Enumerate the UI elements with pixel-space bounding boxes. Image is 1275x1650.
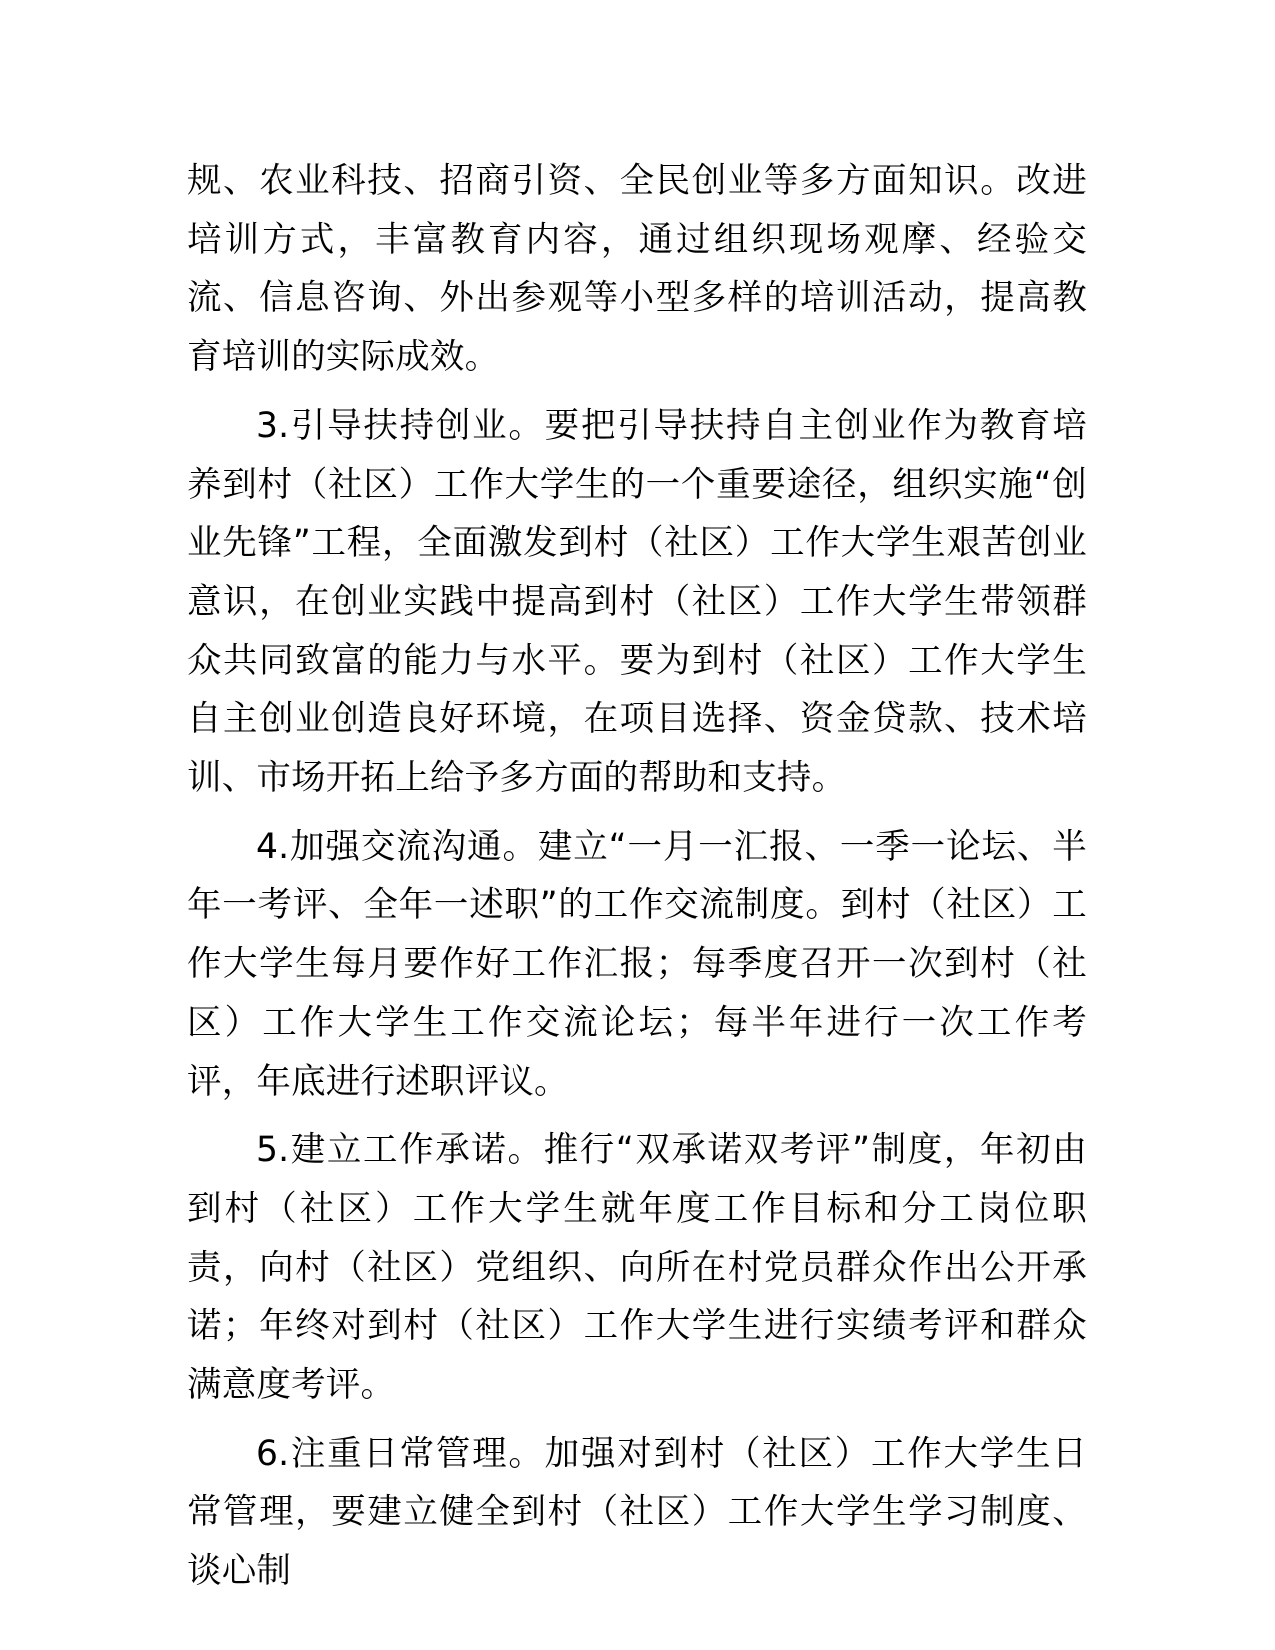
paragraph-support-entrepreneurship: 3.引导扶持创业。要把引导扶持自主创业作为教育培养到村（社区）工作大学生的一个重要途径，组织实施“创业先锋”工程，全面激发到村（社区）工作大学生艰苦创业意识，在创业实践中提高到村（社区）工作大学生带领群众共同致富的能力与水平。要为到村（社区）工作大学生自主创业创造良好环境，在项目选择、资金贷款、技术培训、市场开拓上给予多方面的帮助和支持。 — [187, 405, 1087, 799]
paragraph-work-commitment: 5.建立工作承诺。推行“双承诺双考评”制度，年初由到村（社区）工作大学生就年度工作目标和分工岗位职责，向村（社区）党组织、向所在村党员群众作出公开承诺；年终对到村（社区）工作大学生进行实绩考评和群众满意度考评。 — [187, 1130, 1087, 1406]
paragraph-daily-management: 6.注重日常管理。加强对到村（社区）工作大学生日常管理，要建立健全到村（社区）工作大学生学习制度、谈心制 — [187, 1433, 1087, 1592]
document-body — [187, 152, 1087, 1601]
paragraph-communication: 4.加强交流沟通。建立“一月一汇报、一季一论坛、半年一考评、全年一述职”的工作交流制度。到村（社区）工作大学生每月要作好工作汇报；每季度召开一次到村（社区）工作大学生工作交流论坛；每半年进行一次工作考评，年底进行述职评议。 — [187, 826, 1087, 1102]
paragraph-training-methods: 规、农业科技、招商引资、全民创业等多方面知识。改进培训方式，丰富教育内容，通过组织现场观摩、经验交流、信息咨询、外出参观等小型多样的培训活动，提高教育培训的实际成效。 — [187, 161, 1087, 378]
